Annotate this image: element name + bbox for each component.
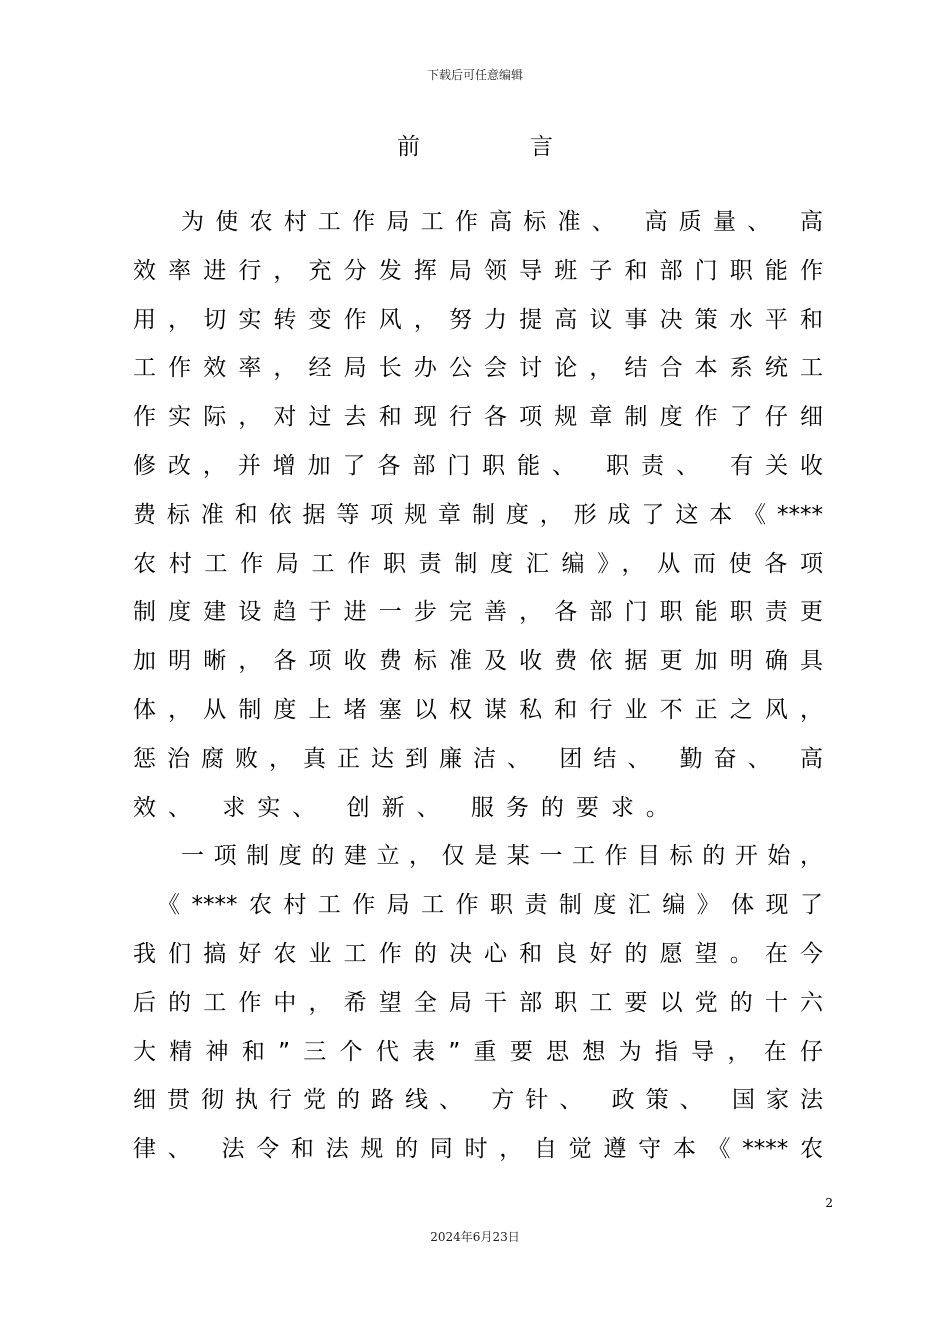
- paragraph-line: 后的工作中，希望全局干部职工要以党的十六: [133, 989, 823, 1016]
- paragraph-line: 惩治腐败，真正达到廉洁、 团结、 勤奋、 高: [133, 745, 823, 772]
- footer-date: 2024年6月23日: [430, 1230, 520, 1244]
- paragraph-line: 我们搞好农业工作的决心和良好的愿望。在今: [133, 940, 823, 967]
- paragraph-line: 律、 法令和法规的同时，自觉遵守本《****农: [133, 1136, 823, 1163]
- paragraph-line: 一项制度的建立，仅是某一工作目标的开始，: [181, 843, 823, 870]
- paragraph-line: 修改，并增加了各部门职能、 职责、 有关收: [133, 452, 823, 479]
- paragraph-line: 费标准和依据等项规章制度，形成了这本《****: [133, 501, 823, 528]
- paragraph-line: 效率进行，充分发挥局领导班子和部门职能作: [133, 257, 823, 284]
- paragraph-line: 为使农村工作局工作高标准、 高质量、 高: [181, 209, 823, 235]
- paragraph-line: 用，切实转变作风，努力提高议事决策水平和: [133, 306, 823, 333]
- paragraph-line: 作实际，对过去和现行各项规章制度作了仔细: [133, 404, 823, 431]
- paragraph-line: 大精神和”三个代表”重要思想为指导，在仔: [133, 1038, 823, 1065]
- header-note: 下载后可任意编辑: [426, 68, 523, 82]
- paragraph-line: 工作效率，经局长办公会讨论，结合本系统工: [133, 355, 823, 382]
- paragraph-line: 效、 求实、 创新、 服务的要求。: [133, 794, 681, 821]
- page-title: [0, 128, 950, 161]
- paragraph-line: 加明晰，各项收费标准及收费依据更加明确具: [133, 648, 823, 675]
- paragraph-line: 制度建设趋于进一步完善，各部门职能职责更: [133, 599, 823, 626]
- paragraph-line: 《****农村工作局工作职责制度汇编》体现了: [157, 892, 823, 919]
- paragraph-line: 细贯彻执行党的路线、 方针、 政策、 国家法: [133, 1087, 823, 1114]
- title-char-2: 言: [530, 134, 553, 160]
- body-text: [133, 198, 823, 1174]
- page-number: 2: [825, 1196, 833, 1210]
- paragraph-line: 体，从制度上堵塞以权谋私和行业不正之风，: [133, 696, 823, 723]
- title-char-1: 前: [397, 134, 420, 160]
- paragraph-line: 农村工作局工作职责制度汇编》，从而使各项: [133, 550, 823, 577]
